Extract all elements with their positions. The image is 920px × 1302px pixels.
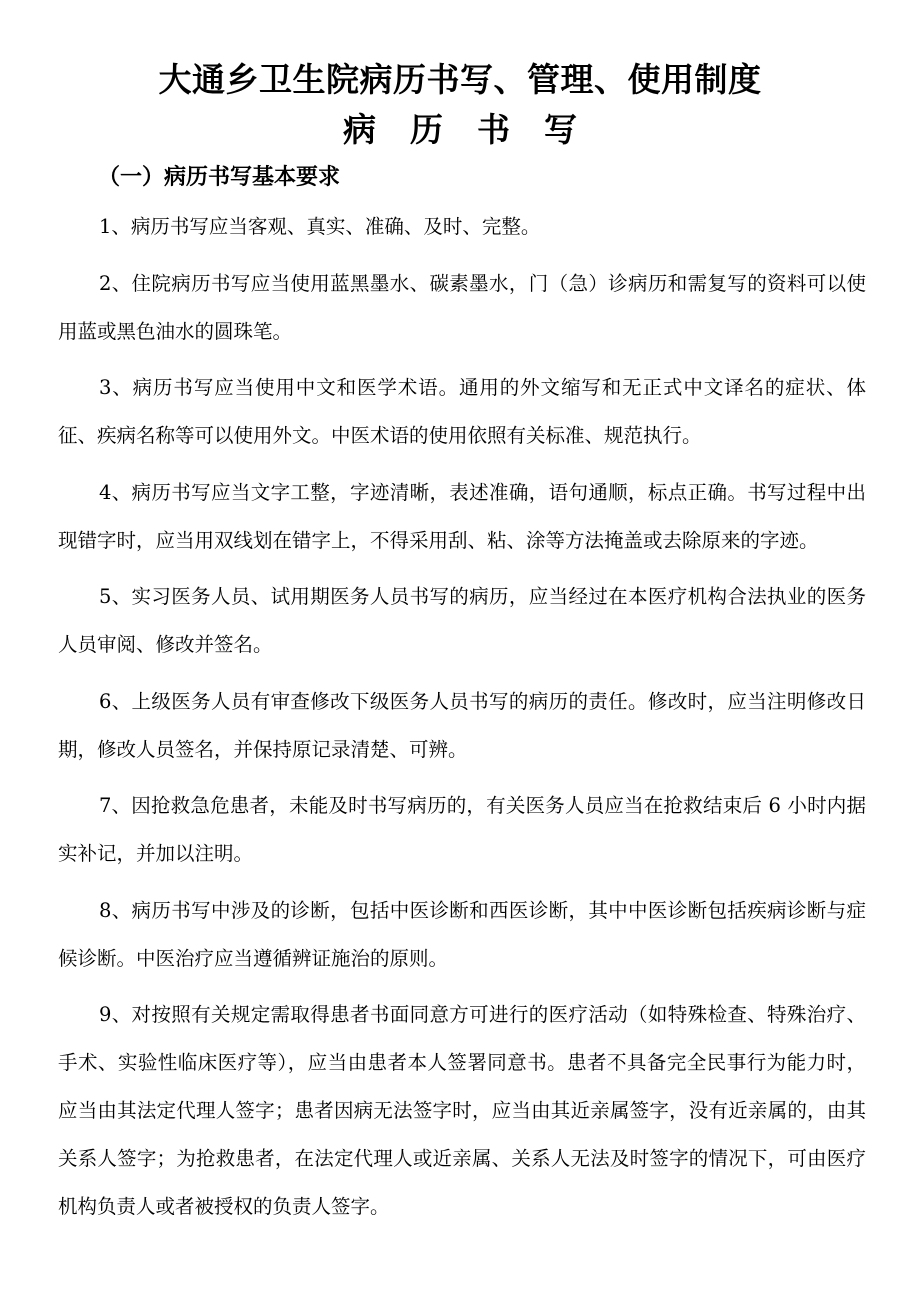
paragraph-7: 7、因抢救急危患者，未能及时书写病历的，有关医务人员应当在抢救结束后 6 小时内据实补记，并加以注明。 <box>58 794 866 865</box>
paragraph-3: 3、病历书写应当使用中文和医学术语。通用的外文缩写和无正式中文译名的症状、体征、疾病名称等可以使用外文。中医术语的使用依照有关标准、规范执行。 <box>58 376 866 447</box>
paragraph-2: 2、住院病历书写应当使用蓝黑墨水、碳素墨水，门（急）诊病历和需复写的资料可以使用蓝或黑色油水的圆珠笔。 <box>58 271 866 343</box>
document-subtitle: 病历书写 <box>343 110 611 149</box>
paragraph-1: 1、病历书写应当客观、真实、准确、及时、完整。 <box>98 215 541 238</box>
paragraph-6: 6、上级医务人员有审查修改下级医务人员书写的病历的责任。修改时，应当注明修改日期，修改人员签名，并保持原记录清楚、可辨。 <box>58 689 866 761</box>
document-body <box>58 203 866 1240</box>
paragraph-8: 8、病历书写中涉及的诊断，包括中医诊断和西医诊断，其中中医诊断包括疾病诊断与症候诊断。中医治疗应当遵循辨证施治的原则。 <box>58 898 866 970</box>
section-heading: （一）病历书写基本要求 <box>98 165 341 190</box>
document-title: 大通乡卫生院病历书写、管理、使用制度 <box>158 60 762 99</box>
paragraph-4: 4、病历书写应当文字工整，字迹清晰，表述准确，语句通顺，标点正确。书写过程中出现错字时，应当用双线划在错字上，不得采用刮、粘、涂等方法掩盖或去除原来的字迹。 <box>58 480 866 552</box>
paragraph-9: 9、对按照有关规定需取得患者书面同意方可进行的医疗活动（如特殊检查、特殊治疗、手术、实验性临床医疗等），应当由患者本人签署同意书。患者不具备完全民事行为能力时，应当由其法定代理人签字；患者因病无法签字时，应当由其近亲属签字，没有近亲属的，由其关系人签字；为抢救患者，在法定代理人或近亲属、关系人无法及时签字的情况下，可由医疗机构负责人或者被授权的负责人签字。 <box>58 1003 866 1218</box>
paragraph-5: 5、实习医务人员、试用期医务人员书写的病历，应当经过在本医疗机构合法执业的医务人员审阅、修改并签名。 <box>58 585 866 656</box>
